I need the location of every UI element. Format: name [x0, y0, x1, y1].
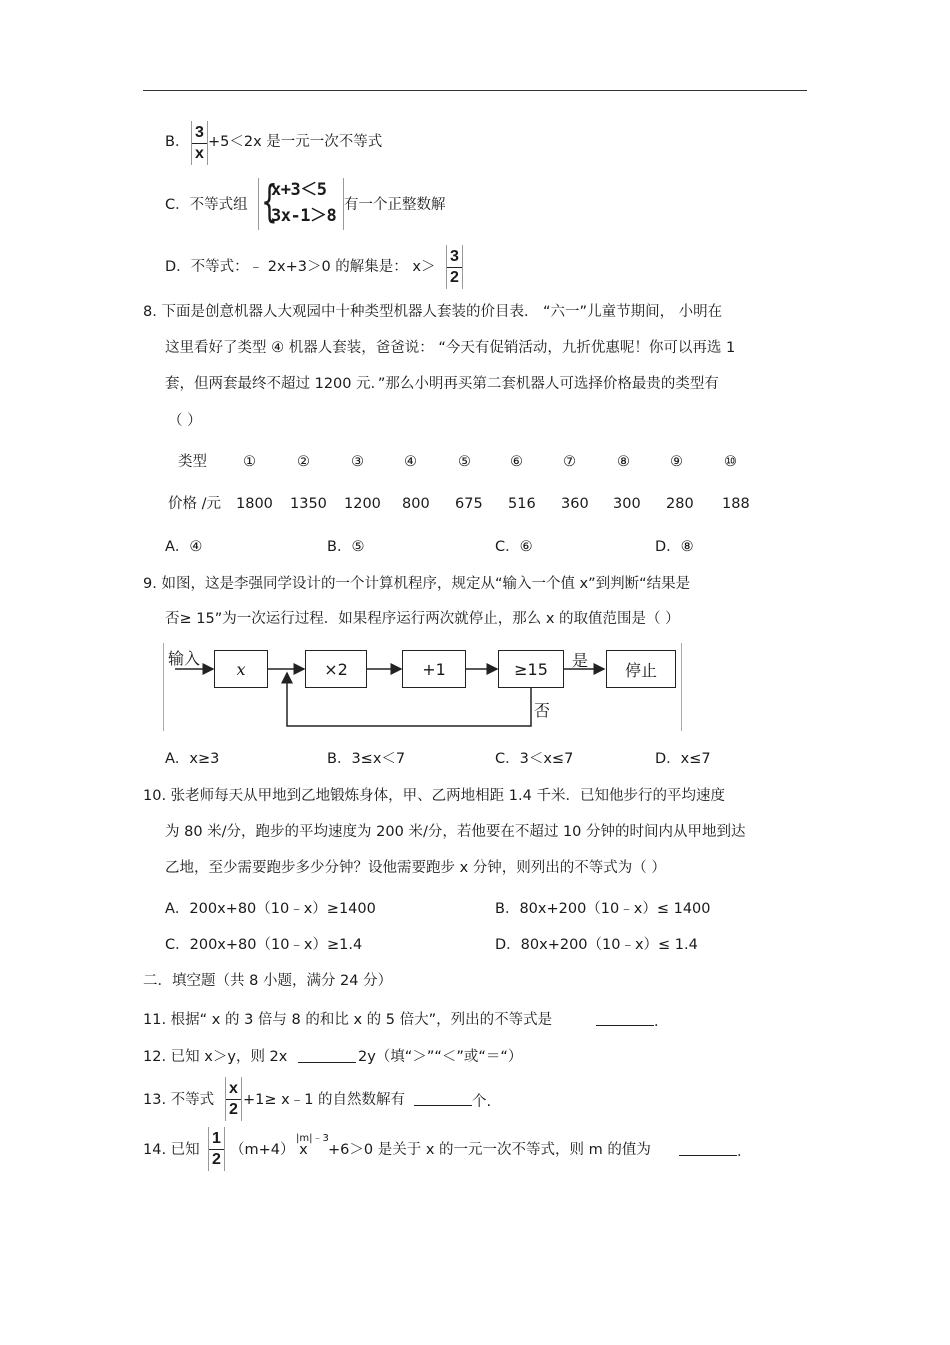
flow-box-times-2: ×2 — [305, 650, 367, 688]
q14-text: +6＞0 是关于 x 的一元一次不等式，则 m 的值为 — [328, 1142, 651, 1158]
q14-text-mid: （m+4） x — [230, 1142, 308, 1158]
table-type-cell: ⑥ — [510, 454, 523, 470]
table-price-cell: 516 — [508, 496, 536, 512]
table-type-cell: ① — [243, 454, 256, 470]
table-type-cell: ③ — [351, 454, 364, 470]
table-price-cell: 1800 — [236, 496, 273, 512]
fraction-denominator: 2 — [450, 268, 459, 286]
q14-label: 14. 已知 — [143, 1142, 200, 1158]
q8-option-b: B．⑤ — [327, 539, 365, 555]
q8-line-2: 这里看好了类型 ④ 机器人套装，爸爸说： “今天有促销活动，九折优惠呢！你可以再选 1 — [165, 340, 736, 356]
table-type-cell: ② — [297, 454, 310, 470]
table-price-cell: 1200 — [344, 496, 381, 512]
q7-b-label: B． — [165, 134, 190, 150]
q13-answer-blank — [414, 1091, 491, 1111]
table-type-cell: ④ — [404, 454, 417, 470]
q7-b-fraction — [191, 121, 208, 165]
q9-line-2: 否≥ 15”为一次运行过程．如果程序运行两次就停止，那么 x 的取值范围是（ ） — [165, 611, 680, 627]
brace-icon: { — [261, 176, 278, 227]
q14-exponent: |m|﹣3 — [296, 1133, 329, 1144]
q8-line-4: （ ） — [168, 413, 202, 429]
q13-label: 13. 不等式 — [143, 1092, 215, 1108]
system-line-1: x+3＜5 — [271, 180, 327, 200]
flow-box-plus-1: +1 — [402, 650, 466, 688]
fraction-denominator: x — [195, 144, 204, 162]
table-price-cell: 280 — [666, 496, 694, 512]
system-line-2: 3x-1＞8 — [271, 206, 337, 226]
flow-yes-label: 是 — [572, 651, 589, 670]
table-price-cell: 360 — [561, 496, 589, 512]
fraction-numerator: x — [229, 1079, 238, 1097]
q8-option-c: C．⑥ — [495, 539, 533, 555]
q13-end: 个. — [472, 1094, 492, 1110]
table-price-cell: 1350 — [290, 496, 327, 512]
q10-option-c: C．200x+80（10﹣x）≥1.4 — [165, 937, 363, 953]
q10-option-d: D．80x+200（10﹣x）≤ 1.4 — [495, 937, 698, 953]
q11-end: ． — [654, 1014, 669, 1030]
table-type-cell: ⑨ — [670, 454, 683, 470]
inequality-system — [258, 178, 344, 230]
q7-b-text: +5＜2x 是一元一次不等式 — [208, 134, 383, 150]
q9-option-b: B．3≤x＜7 — [327, 751, 406, 767]
q12-text-b: 2y（填“＞”“＜”或“＝“） — [358, 1049, 523, 1065]
q11-text: 11. 根据“ x 的 3 倍与 8 的和比 x 的 5 倍大”，列出的不等式是 — [143, 1012, 553, 1028]
q7-c-text: 有一个正整数解 — [344, 197, 446, 213]
table-type-cell: ⑤ — [458, 454, 471, 470]
table-price-cell: 800 — [402, 496, 430, 512]
fraction-denominator: 2 — [229, 1100, 238, 1118]
q9-option-a: A．x≥3 — [165, 751, 220, 767]
table-price-label: 价格 /元 — [168, 496, 221, 512]
q8-line-3: 套，但两套最终不超过 1200 元．”那么小明再买第二套机器人可选择价格最贵的类型有 — [165, 376, 719, 392]
table-type-cell: ⑩ — [724, 454, 737, 470]
q7-d-text: D．不等式：﹣ 2x+3＞0 的解集是： x＞ — [165, 259, 436, 275]
q13-text: +1≥ x﹣1 的自然数解有 — [243, 1092, 406, 1108]
flow-input-label: 输入 — [168, 649, 201, 668]
section-2-heading: 二．填空题（共 8 小题，满分 24 分） — [143, 973, 393, 989]
q7-c-label: C．不等式组 — [165, 197, 248, 213]
header-rule — [143, 90, 807, 91]
q11-answer-blank — [596, 1011, 669, 1031]
table-price-cell: 675 — [455, 496, 483, 512]
table-header-label: 类型 — [178, 454, 207, 470]
q12-text-a: 12. 已知 x＞y，则 2x — [143, 1049, 288, 1065]
table-type-cell: ⑧ — [617, 454, 630, 470]
table-price-cell: 300 — [613, 496, 641, 512]
fraction-numerator: 3 — [450, 247, 459, 265]
fraction-numerator: 1 — [212, 1129, 221, 1147]
fraction-numerator: 3 — [195, 123, 204, 141]
flow-box-stop: 停止 — [606, 650, 676, 688]
flow-no-label: 否 — [534, 701, 551, 720]
q10-option-b: B．80x+200（10﹣x）≤ 1400 — [495, 901, 711, 917]
q7-d-fraction — [446, 245, 463, 289]
q8-line-1: 8. 下面是创意机器人大观园中十种类型机器人套装的价目表． “六一”儿童节期间， 小明在 — [143, 304, 723, 320]
q9-line-1: 9. 如图，这是李强同学设计的一个计算机程序，规定从“输入一个值 x”到判断“结果是 — [143, 576, 691, 592]
table-price-cell: 188 — [722, 496, 750, 512]
q10-line-2: 为 80 米/分，跑步的平均速度为 200 米/分，若他要在不超过 10 分钟的时间内从甲地到达 — [165, 824, 746, 840]
q8-option-d: D．⑧ — [655, 539, 694, 555]
q14-fraction — [208, 1127, 225, 1171]
q10-option-a: A．200x+80（10﹣x）≥1400 — [165, 901, 376, 917]
q9-option-d: D．x≤7 — [655, 751, 711, 767]
q8-option-a: A．④ — [165, 539, 203, 555]
q14-end: ． — [737, 1144, 752, 1160]
fraction-denominator: 2 — [212, 1150, 221, 1168]
q10-line-3: 乙地，至少需要跑步多少分钟？设他需要跑步 x 分钟，则列出的不等式为（ ） — [165, 860, 666, 876]
flow-box-check: ≥15 — [498, 650, 564, 688]
q14-answer-blank — [679, 1141, 752, 1161]
flow-box-x: x — [214, 650, 268, 688]
q10-line-1: 10. 张老师每天从甲地到乙地锻炼身体，甲、乙两地相距 1.4 千米．已知他步行的平均速度 — [143, 788, 725, 804]
table-type-cell: ⑦ — [563, 454, 576, 470]
q9-option-c: C．3＜x≤7 — [495, 751, 574, 767]
q13-fraction — [225, 1077, 242, 1121]
q12-answer-blank — [298, 1048, 356, 1067]
